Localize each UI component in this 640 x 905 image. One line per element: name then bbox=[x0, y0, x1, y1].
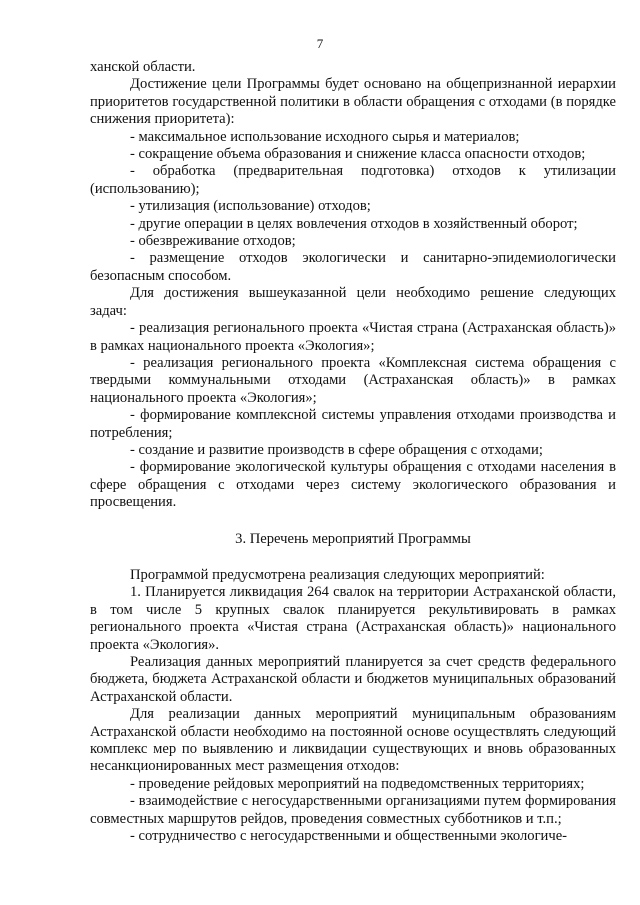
paragraph-continuation: ханской области. bbox=[90, 59, 196, 75]
paragraph: Для реализации данных мероприятий муниципальным образованиям Астраханской области необходимо на постоянной основе осуществлять следующий комплекс мер по выявлению и ликвидации существующих и вновь образованных несанкционированных мест размещения отходов: bbox=[90, 706, 616, 775]
list-item: - реализация регионального проекта «Комплексная система обращения с твердыми коммунальными отходами (Астраханская область)» в рамках национального проекта «Экология»; bbox=[90, 354, 616, 406]
page-number: 7 bbox=[316, 36, 324, 51]
list-item: - формирование экологической культуры обращения с отходами населения в сфере обращения с отходами через систему экологического образования и просвещения. bbox=[90, 459, 616, 511]
list-item: - обработка (предварительная подготовка) отходов к утилизации (использованию); bbox=[90, 163, 616, 197]
section-heading: 3. Перечень мероприятий Программы bbox=[235, 530, 471, 547]
paragraph: Программой предусмотрена реализация следующих мероприятий: bbox=[130, 566, 545, 583]
list-item: - максимальное использование исходного сырья и материалов; bbox=[130, 128, 520, 145]
list-item: - создание и развитие производств в сфере обращения с отходами; bbox=[130, 441, 543, 458]
paragraph: Достижение цели Программы будет основано на общепризнанной иерархии приоритетов государственной политики в области обращения с отходами (в порядке снижения приоритета): bbox=[90, 76, 616, 128]
list-item: - размещение отходов экологически и санитарно-эпидемиологически безопасным способом. bbox=[90, 250, 616, 284]
list-item: - утилизация (использование) отходов; bbox=[130, 198, 371, 215]
list-item: - обезвреживание отходов; bbox=[130, 233, 296, 250]
list-item: - реализация регионального проекта «Чистая страна (Астраханская область)» в рамках национального проекта «Экология»; bbox=[90, 320, 616, 354]
paragraph: Реализация данных мероприятий планируется за счет средств федерального бюджета, бюджета Астраханской области и бюджетов муниципальных образований Астраханской области. bbox=[90, 654, 616, 705]
list-item: - другие операции в целях вовлечения отходов в хозяйственный оборот; bbox=[130, 215, 578, 232]
list-item: - сокращение объема образования и снижение класса опасности отходов; bbox=[130, 146, 586, 163]
paragraph: Для достижения вышеуказанной цели необходимо решение следующих задач: bbox=[90, 285, 616, 319]
document-body bbox=[90, 59, 616, 845]
paragraph: 1. Планируется ликвидация 264 свалок на территории Астраханской области, в том числе 5 крупных свалок планируется рекультивировать в рамках регионального проекта «Чистая страна (Астраханская область)» национального проекта «Экология». bbox=[90, 584, 616, 653]
list-item: - формирование комплексной системы управления отходами производства и потребления; bbox=[90, 407, 616, 441]
list-item: - сотрудничество с негосударственными и общественными экологиче- bbox=[130, 828, 568, 845]
list-item: - проведение рейдовых мероприятий на подведомственных территориях; bbox=[130, 775, 585, 792]
list-item: - взаимодействие с негосударственными организациями путем формирования совместных маршрутов рейдов, проведения совместных субботников и т.п.; bbox=[90, 793, 616, 827]
